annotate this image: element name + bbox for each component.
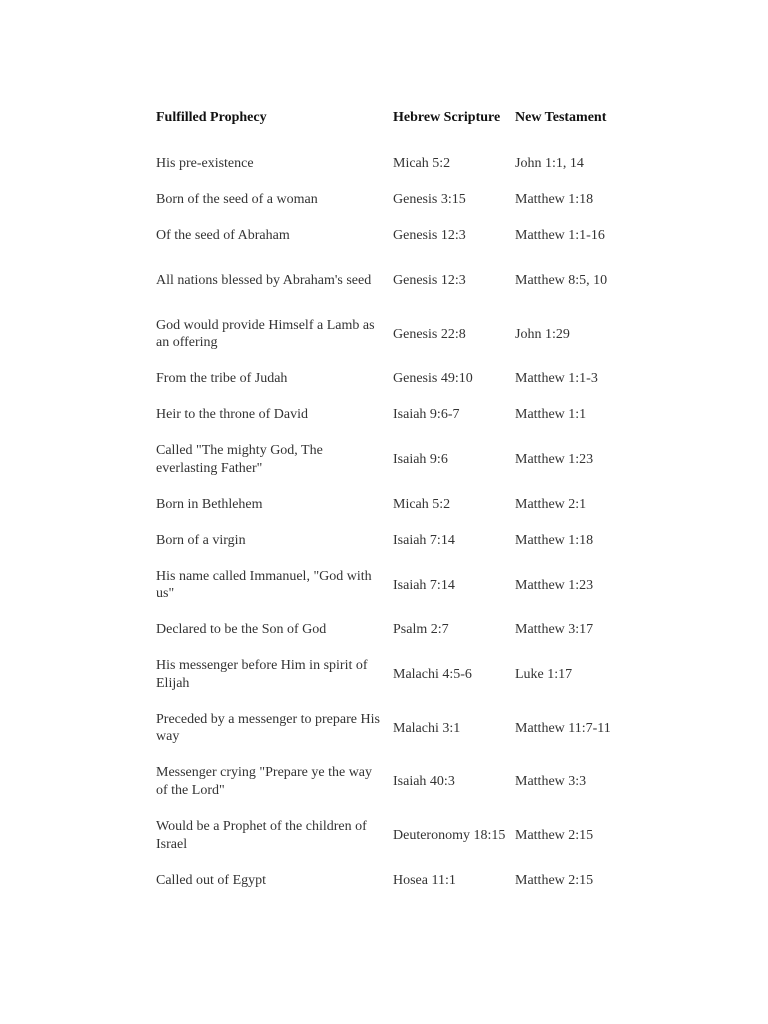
prophecy-cell: Heir to the throne of David xyxy=(156,407,309,423)
table-row xyxy=(149,218,629,254)
table-row xyxy=(149,648,629,702)
prophecy-cell: Born in Bethlehem xyxy=(156,496,263,512)
hebrew-scripture-cell: Isaiah 7:14 xyxy=(393,577,455,593)
table-row xyxy=(149,863,629,899)
table-header-row xyxy=(149,90,629,146)
header-new-testament: New Testament xyxy=(515,110,607,126)
new-testament-cell: Luke 1:17 xyxy=(515,667,573,682)
new-testament-cell: Matthew 8:5, 10 xyxy=(515,273,608,288)
prophecy-cell: Called "The mighty God, The everlasting Father" xyxy=(156,443,323,476)
hebrew-scripture-cell: Micah 5:2 xyxy=(393,156,451,172)
table-row xyxy=(149,361,629,397)
prophecy-table xyxy=(149,90,629,899)
prophecy-cell: Of the seed of Abraham xyxy=(156,228,290,244)
new-testament-cell: Matthew 3:17 xyxy=(515,622,594,638)
header-hebrew-scripture: Hebrew Scripture xyxy=(393,110,501,126)
prophecy-cell: Messenger crying "Prepare ye the way of the Lord" xyxy=(156,765,373,798)
table-row xyxy=(149,182,629,218)
prophecy-cell: Born of the seed of a woman xyxy=(156,192,318,208)
prophecy-cell: Declared to be the Son of God xyxy=(156,622,327,638)
hebrew-scripture-cell: Genesis 12:3 xyxy=(393,228,466,244)
hebrew-scripture-cell: Genesis 22:8 xyxy=(393,326,466,342)
table-row xyxy=(149,702,629,756)
table-row xyxy=(149,308,629,362)
new-testament-cell: Matthew 1:18 xyxy=(515,532,594,548)
hebrew-scripture-cell: Malachi 3:1 xyxy=(393,720,461,736)
table-row xyxy=(149,559,629,613)
hebrew-scripture-cell: Psalm 2:7 xyxy=(393,622,449,638)
hebrew-scripture-cell: Isaiah 40:3 xyxy=(393,774,455,789)
new-testament-cell: Matthew 1:1-16 xyxy=(515,228,605,244)
prophecy-cell: Born of a virgin xyxy=(156,532,246,548)
table-row xyxy=(149,755,629,809)
hebrew-scripture-cell: Genesis 49:10 xyxy=(393,371,473,387)
table-row xyxy=(149,612,629,648)
new-testament-cell: John 1:29 xyxy=(515,326,570,342)
prophecy-cell: His name called Immanuel, "God with us" xyxy=(156,568,372,602)
prophecy-cell: Called out of Egypt xyxy=(156,872,267,888)
hebrew-scripture-cell: Hosea 11:1 xyxy=(393,872,456,888)
new-testament-cell: John 1:1, 14 xyxy=(515,156,584,172)
table-row xyxy=(149,487,629,523)
hebrew-scripture-cell: Isaiah 9:6 xyxy=(393,452,448,467)
new-testament-cell: Matthew 2:1 xyxy=(515,496,587,512)
new-testament-cell: Matthew 1:18 xyxy=(515,192,594,208)
hebrew-scripture-cell: Isaiah 7:14 xyxy=(393,532,455,548)
hebrew-scripture-cell: Malachi 4:5-6 xyxy=(393,667,472,682)
hebrew-scripture-cell: Isaiah 9:6-7 xyxy=(393,407,460,423)
header-fulfilled-prophecy: Fulfilled Prophecy xyxy=(156,110,267,126)
prophecy-cell: His pre-existence xyxy=(156,156,254,172)
prophecy-cell: God would provide Himself a Lamb as an offering xyxy=(156,317,375,351)
table-row xyxy=(149,523,629,559)
prophecy-cell: Preceded by a messenger to prepare His way xyxy=(156,711,380,745)
prophecy-cell: From the tribe of Judah xyxy=(156,371,288,387)
table-row xyxy=(149,146,629,182)
new-testament-cell: Matthew 1:23 xyxy=(515,577,594,593)
new-testament-cell: Matthew 11:7-11 xyxy=(515,720,611,736)
table-row xyxy=(149,433,629,487)
table-row xyxy=(149,809,629,863)
hebrew-scripture-cell: Micah 5:2 xyxy=(393,496,451,512)
hebrew-scripture-cell: Deuteronomy 18:15 xyxy=(393,827,506,843)
new-testament-cell: Matthew 1:1-3 xyxy=(515,371,598,387)
prophecy-cell: His messenger before Him in spirit of Elijah xyxy=(156,658,368,691)
table-row xyxy=(149,397,629,433)
new-testament-cell: Matthew 2:15 xyxy=(515,872,594,888)
prophecy-cell: Would be a Prophet of the children of Israel xyxy=(156,819,367,852)
new-testament-cell: Matthew 3:3 xyxy=(515,774,587,789)
hebrew-scripture-cell: Genesis 3:15 xyxy=(393,192,466,208)
new-testament-cell: Matthew 1:1 xyxy=(515,407,587,423)
hebrew-scripture-cell: Genesis 12:3 xyxy=(393,273,466,288)
new-testament-cell: Matthew 1:23 xyxy=(515,452,594,467)
table-row xyxy=(149,254,629,308)
prophecy-cell: All nations blessed by Abraham's seed xyxy=(156,273,372,288)
new-testament-cell: Matthew 2:15 xyxy=(515,827,594,843)
